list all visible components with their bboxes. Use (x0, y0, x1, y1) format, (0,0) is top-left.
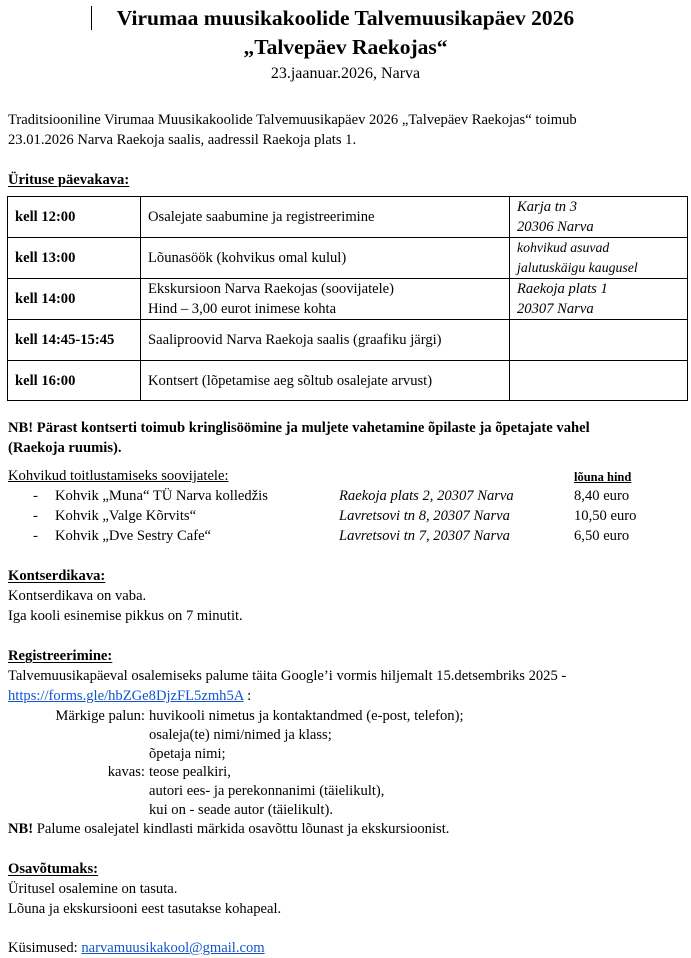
location-line: jalutuskäigu kaugusel (517, 260, 638, 275)
bullet-dash: - (33, 528, 38, 544)
fee-line: Üritusel osalemine on tasuta. (8, 881, 178, 897)
cafes-heading: Kohvikud toitlustamiseks soovijatele: (8, 468, 229, 484)
schedule-location (510, 320, 688, 361)
cafe-name: Kohvik „Muna“ TÜ Narva kolledžis (55, 488, 268, 504)
schedule-location (510, 197, 688, 238)
schedule-row (8, 197, 688, 238)
concert-program-heading: Kontserdikava: (8, 568, 106, 584)
schedule-row (8, 361, 688, 401)
mark-item: õpetaja nimi; (149, 746, 226, 762)
contact-email-link[interactable]: narvamuusikakool@gmail.com (81, 940, 265, 956)
location-line: kohvikud asuvad (517, 240, 610, 255)
registration-nb (8, 819, 449, 839)
schedule-location (510, 279, 688, 320)
bullet-dash: - (33, 508, 38, 524)
cafe-name: Kohvik „Dve Sestry Cafe“ (55, 528, 212, 544)
location-line: 20307 Narva (517, 301, 594, 317)
link-suffix: : (243, 688, 252, 704)
intro-line-2: 23.01.2026 Narva Raekoja saalis, aadressil Raekoja plats 1. (8, 132, 357, 148)
program-item: teose pealkiri, (149, 764, 231, 780)
registration-text: Talvemuusikapäeval osalemiseks palume täita Google’i vormis hiljemalt 15.detsembriks 2025 - (8, 668, 567, 684)
schedule-description (141, 238, 510, 279)
schedule-description (141, 197, 510, 238)
schedule-description (141, 279, 510, 320)
contact-line (8, 938, 265, 958)
schedule-row (8, 320, 688, 361)
schedule-location (510, 361, 688, 401)
schedule-description (141, 361, 510, 401)
schedule-table (7, 196, 688, 401)
registration-heading: Registreerimine: (8, 648, 113, 664)
schedule-heading: Ürituse päevakava: (8, 172, 130, 188)
nb-prefix: NB! (8, 821, 34, 837)
nb-note-line-2: (Raekoja ruumis). (8, 440, 122, 456)
cafe-name: Kohvik „Valge Kõrvits“ (55, 508, 197, 524)
cafe-address: Raekoja plats 2, 20307 Narva (339, 488, 514, 504)
cafe-address: Lavretsovi tn 8, 20307 Narva (339, 508, 510, 524)
description-line: Hind – 3,00 eurot inimese kohta (148, 301, 337, 317)
schedule-description (141, 320, 510, 361)
cafe-price: 6,50 euro (574, 528, 630, 544)
program-item: autori ees- ja perekonnanimi (täielikult), (149, 783, 385, 799)
schedule-location (510, 238, 688, 279)
cafe-list-item (0, 526, 691, 546)
program-label: kavas: (107, 764, 145, 780)
description-line: Ekskursioon Narva Raekojas (soovijatele) (148, 281, 394, 297)
intro-line-1: Traditsiooniline Virumaa Muusikakoolide Talvemuusikapäev 2026 „Talvepäev Raekojas“ toimub (8, 112, 577, 128)
schedule-time: kell 14:45-15:45 (8, 320, 141, 361)
location-line: 20306 Narva (517, 219, 594, 235)
concert-program-line: Iga kooli esinemise pikkus on 7 minutit. (8, 608, 243, 624)
program-item: kui on - seade autor (täielikult). (149, 802, 333, 818)
description-line: Kontsert (lõpetamise aeg sõltub osalejate arvust) (148, 372, 433, 389)
registration-link-line (8, 686, 251, 706)
nb-note-line-1: NB! Pärast kontserti toimub kringlisöömine ja muljete vahetamine õpilaste ja õpetajate vahel (8, 420, 590, 436)
mark-item: osaleja(te) nimi/nimed ja klass; (149, 727, 332, 743)
lunch-price-heading: lõuna hind (574, 470, 632, 484)
cafe-list-item (0, 486, 691, 506)
description-line: Osalejate saabumine ja registreerimine (148, 209, 375, 225)
contact-label: Küsimused: (8, 940, 82, 956)
schedule-time: kell 12:00 (8, 197, 141, 238)
event-date-place: 23.jaanuar.2026, Narva (270, 65, 421, 82)
fee-heading: Osavõtumaks: (8, 861, 99, 877)
cafe-list-item (0, 506, 691, 526)
cafe-address: Lavretsovi tn 7, 20307 Narva (339, 528, 510, 544)
location-line: Karja tn 3 (517, 199, 578, 215)
bullet-dash: - (33, 488, 38, 504)
registration-form-link[interactable]: https://forms.gle/hbZGe8DjzFL5zmh5A (8, 688, 244, 704)
description-line: Saaliproovid Narva Raekoja saalis (graafiku järgi) (148, 332, 442, 348)
concert-program-line: Kontserdikava on vaba. (8, 588, 147, 604)
schedule-time: kell 13:00 (8, 238, 141, 279)
cafe-price: 10,50 euro (574, 508, 637, 524)
cafe-price: 8,40 euro (574, 488, 630, 504)
schedule-time: kell 16:00 (8, 361, 141, 401)
event-name: „Talvepäev Raekojas“ (243, 35, 448, 59)
description-line: Lõunasöök (kohvikus omal kulul) (148, 250, 347, 266)
fee-line: Lõuna ja ekskursiooni eest tasutakse kohapeal. (8, 901, 282, 917)
document-title: Virumaa muusikakoolide Talvemuusikapäev 2026 (116, 6, 575, 30)
mark-item: huvikooli nimetus ja kontaktandmed (e-post, telefon); (149, 708, 464, 724)
schedule-time: kell 14:00 (8, 279, 141, 320)
nb-text: Palume osalejatel kindlasti märkida osavõttu lõunast ja ekskursioonist. (33, 821, 450, 837)
mark-label: Märkige palun: (55, 708, 145, 724)
location-line: Raekoja plats 1 (517, 281, 608, 297)
schedule-row (8, 238, 688, 279)
schedule-row (8, 279, 688, 320)
